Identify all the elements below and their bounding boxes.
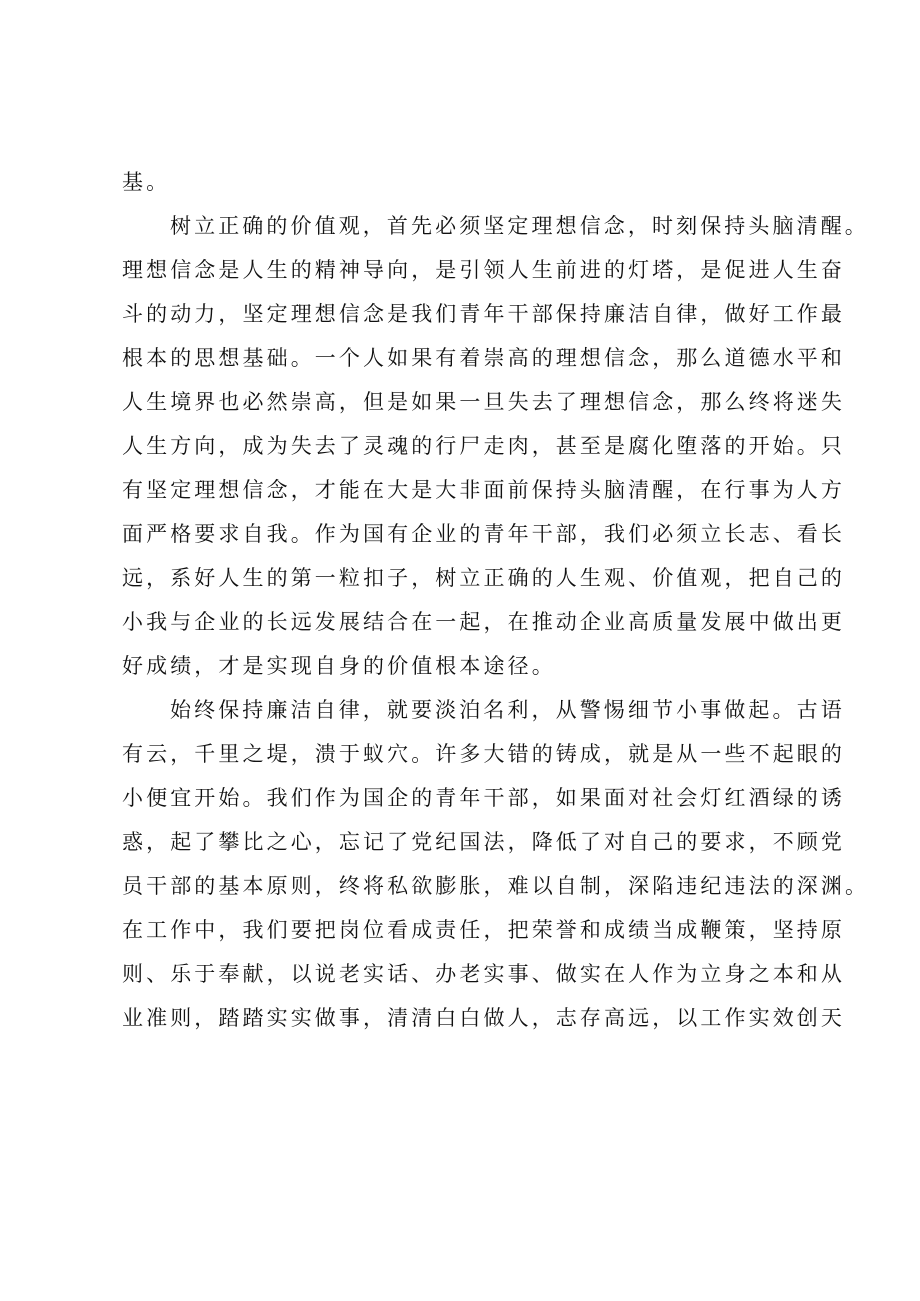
text-line: 远，系好人生的第一粒扣子，树立正确的人生观、价值观，把自己的 <box>122 566 845 590</box>
text-line: 在工作中，我们要把岗位看成责任，把荣誉和成绩当成鞭策，坚持原 <box>122 918 845 942</box>
text-line: 树立正确的价值观，首先必须坚定理想信念，时刻保持头脑清醒。 <box>170 214 869 238</box>
text-line: 惑，起了攀比之心，忘记了党纪国法，降低了对自己的要求，不顾党 <box>122 830 845 854</box>
text-line: 斗的动力，坚定理想信念是我们青年干部保持廉洁自律，做好工作最 <box>122 302 845 326</box>
text-line: 则、乐于奉献，以说老实话、办老实事、做实在人作为立身之本和从 <box>122 962 845 986</box>
text-line: 人生方向，成为失去了灵魂的行尸走肉，甚至是腐化堕落的开始。只 <box>122 434 845 458</box>
text-line: 业准则，踏踏实实做事，清清白白做人，志存高远，以工作实效创天 <box>122 1006 845 1030</box>
text-line: 根本的思想基础。一个人如果有着崇高的理想信念，那么道德水平和 <box>122 346 845 370</box>
text-line: 有坚定理想信念，才能在大是大非面前保持头脑清醒，在行事为人方 <box>122 478 845 502</box>
text-line: 面严格要求自我。作为国有企业的青年干部，我们必须立长志、看长 <box>122 522 845 546</box>
text-line: 理想信念是人生的精神导向，是引领人生前进的灯塔，是促进人生奋 <box>122 258 845 282</box>
text-line: 小便宜开始。我们作为国企的青年干部，如果面对社会灯红酒绿的诱 <box>122 786 845 810</box>
text-line: 好成绩，才是实现自身的价值根本途径。 <box>122 654 556 678</box>
document-body <box>122 160 870 1040</box>
text-line: 小我与企业的长远发展结合在一起，在推动企业高质量发展中做出更 <box>122 610 845 634</box>
text-line: 始终保持廉洁自律，就要淡泊名利，从警惕细节小事做起。古语 <box>170 698 845 722</box>
text-line: 有云，千里之堤，溃于蚁穴。许多大错的铸成，就是从一些不起眼的 <box>122 742 845 766</box>
text-line: 基。 <box>122 170 171 194</box>
text-line: 员干部的基本原则，终将私欲膨胀，难以自制，深陷违纪违法的深渊。 <box>122 874 870 898</box>
text-line: 人生境界也必然崇高，但是如果一旦失去了理想信念，那么终将迷失 <box>122 390 845 414</box>
